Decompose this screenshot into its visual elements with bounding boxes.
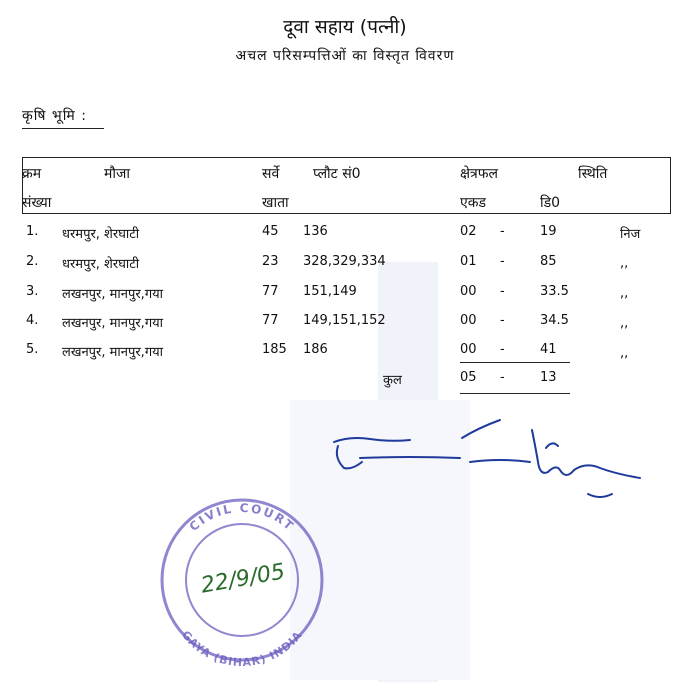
row4-sthiti: ,, (620, 316, 629, 331)
row4-ekad: 00 (460, 313, 477, 328)
row3-sthiti: ,, (620, 286, 629, 301)
row3-dash: - (500, 284, 505, 299)
header-sthiti: स्थिति (578, 166, 608, 182)
total-dash: - (500, 370, 505, 385)
row4-dismil: 34.5 (540, 313, 569, 328)
row2-dash: - (500, 254, 505, 269)
row2-sn: 2. (26, 254, 39, 269)
row4-plot: 149,151,152 (303, 313, 386, 328)
header-plot: प्लौट सं0 (313, 166, 361, 182)
header-ekad: एकड (460, 195, 486, 211)
signature (334, 420, 640, 497)
header-kshetrafal: क्षेत्रफल (460, 166, 499, 182)
stamp-text-top: CIVIL COURT (186, 500, 298, 535)
row1-khata: 45 (262, 224, 279, 239)
court-stamp (162, 500, 322, 669)
row3-sn: 3. (26, 284, 39, 299)
row2-ekad: 01 (460, 254, 477, 269)
header-mauja: मौजा (104, 166, 131, 182)
header-sankhya: संख्या (22, 195, 52, 211)
page-subtitle: अचल परिसम्पत्तिओं का विस्तृत विवरण (235, 48, 455, 64)
row5-plot: 186 (303, 342, 328, 357)
row5-dash: - (500, 342, 505, 357)
stamp-text-bottom: GAYA (BIHAR) INDIA (179, 628, 305, 670)
row1-dash: - (500, 224, 505, 239)
total-dismil: 13 (540, 370, 557, 385)
header-khata: खाता (262, 195, 289, 211)
row1-dismil: 19 (540, 224, 557, 239)
row3-plot: 151,149 (303, 284, 357, 299)
row5-khata: 185 (262, 342, 287, 357)
header-survey: सर्वे (262, 166, 280, 182)
row5-sthiti: ,, (620, 346, 629, 361)
row4-khata: 77 (262, 313, 279, 328)
row5-mauja: लखनपुर, मानपुर,गया (62, 345, 164, 360)
row3-dismil: 33.5 (540, 284, 569, 299)
row2-mauja: धरमपुर, शेरघाटी (62, 257, 140, 272)
row3-mauja: लखनपुर, मानपुर,गया (62, 287, 164, 302)
row2-sthiti: ,, (620, 256, 629, 271)
row2-khata: 23 (262, 254, 279, 269)
row1-mauja: धरमपुर, शेरघाटी (62, 227, 140, 242)
section-label: कृषि भूमि : (22, 108, 87, 124)
total-label: कुल (383, 373, 402, 388)
row4-mauja: लखनपुर, मानपुर,गया (62, 316, 164, 331)
row1-ekad: 02 (460, 224, 477, 239)
header-kram: क्रम (22, 166, 42, 182)
row5-ekad: 00 (460, 342, 477, 357)
row5-sn: 5. (26, 342, 39, 357)
row2-dismil: 85 (540, 254, 557, 269)
row3-khata: 77 (262, 284, 279, 299)
row3-ekad: 00 (460, 284, 477, 299)
row1-plot: 136 (303, 224, 328, 239)
row4-dash: - (500, 313, 505, 328)
header-dismil: डि0 (540, 195, 561, 211)
row2-plot: 328,329,334 (303, 254, 386, 269)
row5-dismil: 41 (540, 342, 557, 357)
page-title: दूवा सहाय (पत्नी) (283, 16, 407, 38)
total-ekad: 05 (460, 370, 477, 385)
row1-sn: 1. (26, 224, 39, 239)
row1-sthiti: निज (620, 227, 641, 242)
row4-sn: 4. (26, 313, 39, 328)
stamp-handwritten-date: 22/9/05 (199, 559, 287, 599)
